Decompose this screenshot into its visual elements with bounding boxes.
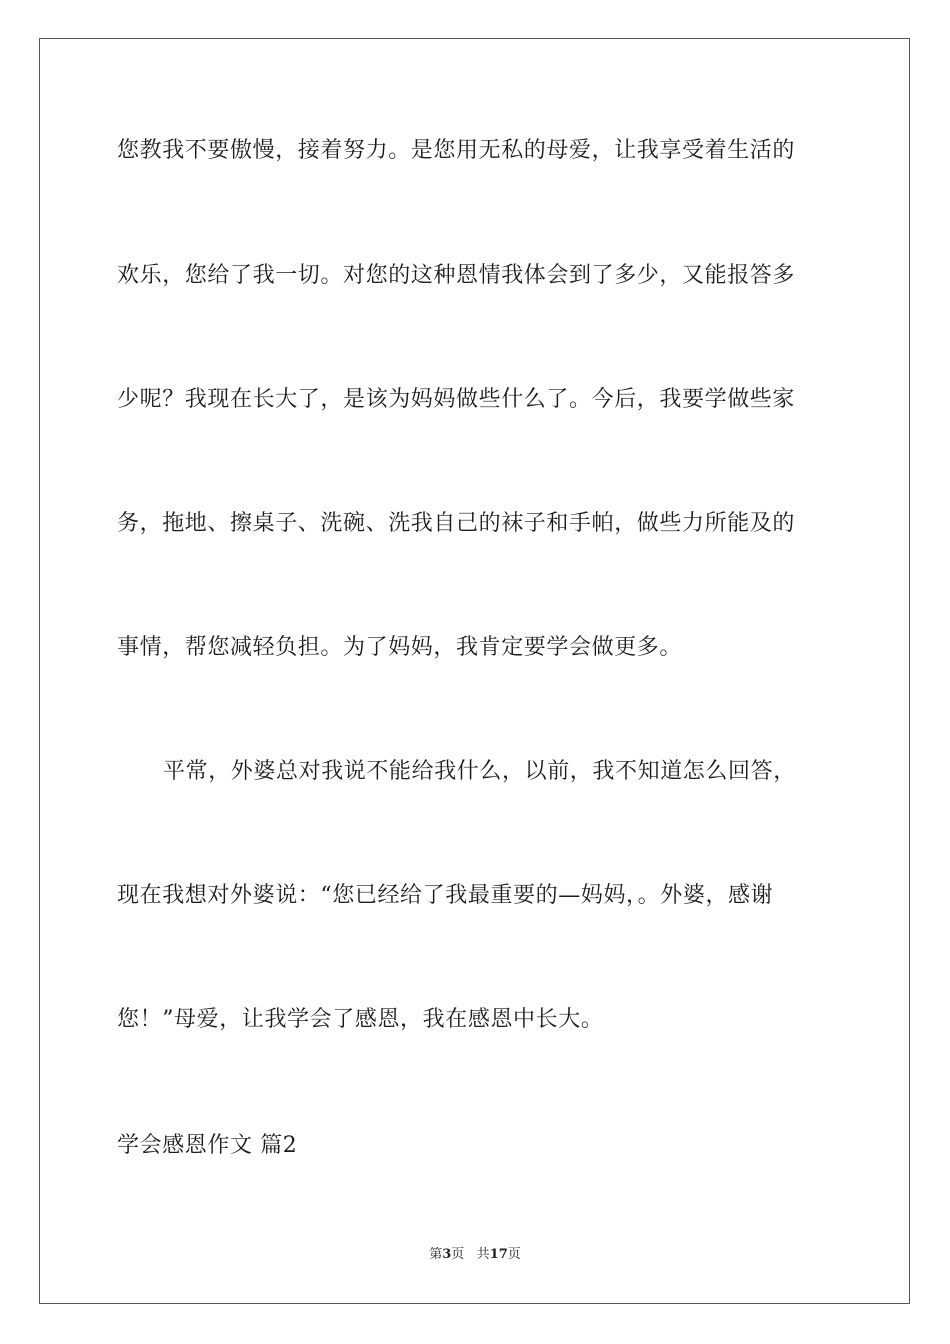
text-line-8: 您！”母爱，让我学会了感恩，我在感恩中长大。 <box>117 1007 604 1032</box>
page-suffix: 页 <box>451 1247 465 1262</box>
total-prefix: 共 <box>476 1247 490 1262</box>
text-line-6: 平常，外婆总对我说不能给我什么，以前，我不知道怎么回答， <box>163 759 796 784</box>
page-border <box>39 38 910 1304</box>
text-line-4: 务，拖地、擦桌子、洗碗、洗我自己的袜子和手帕，做些力所能及的 <box>117 511 796 536</box>
total-suffix: 页 <box>507 1247 521 1262</box>
text-line-7: 现在我想对外婆说：“您已经给了我最重要的—妈妈，。外婆，感谢 <box>117 883 774 908</box>
total-pages: 17 <box>489 1247 508 1262</box>
page-number: 3 <box>442 1247 452 1262</box>
text-line-5: 事情，帮您减轻负担。为了妈妈，我肯定要学会做更多。 <box>117 635 683 660</box>
text-line-1: 您教我不要傲慢，接着努力。是您用无私的母爱，让我享受着生活的 <box>117 138 796 163</box>
page-prefix: 第 <box>429 1247 443 1262</box>
section-heading: 学会感恩作文 篇2 <box>117 1133 298 1158</box>
text-line-3: 少呢？我现在长大了，是该为妈妈做些什么了。今后，我要学做些家 <box>117 387 796 412</box>
page-footer <box>0 1246 950 1264</box>
text-line-2: 欢乐，您给了我一切。对您的这种恩情我体会到了多少，又能报答多 <box>117 263 796 288</box>
